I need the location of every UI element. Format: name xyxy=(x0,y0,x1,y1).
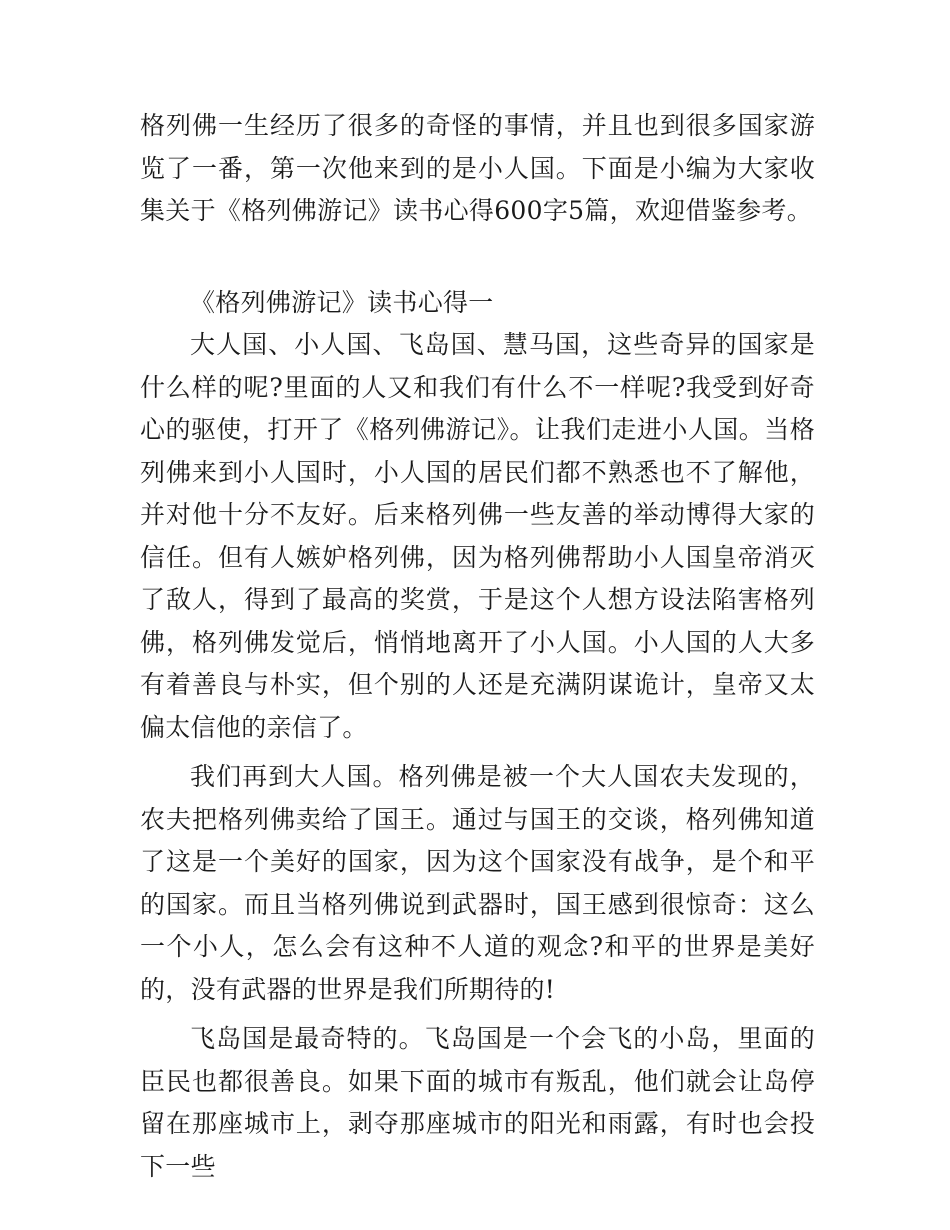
body-paragraph-3: 飞岛国是最奇特的。飞岛国是一个会飞的小岛，里面的臣民也都很善良。如果下面的城市有叛乱，他们就会让岛停留在那座城市上，剥夺那座城市的阳光和雨露，有时也会投下一些 xyxy=(140,1024,815,1181)
body-paragraph-1: 大人国、小人国、飞岛国、慧马国，这些奇异的国家是什么样的呢?里面的人又和我们有什么不一样呢?我受到好奇心的驱使，打开了《格列佛游记》。让我们走进小人国。当格列佛来到小人国时，小人国的居民们都不熟悉也不了解他，并对他十分不友好。后来格列佛一些友善的举动博得大家的信任。但有人嫉妒格列佛，因为格列佛帮助小人国皇帝消灭了敌人，得到了最高的奖赏，于是这个人想方设法陷害格列佛，格列佛发觉后，悄悄地离开了小人国。小人国的人大多有着善良与朴实，但个别的人还是充满阴谋诡计，皇帝又太偏太信他的亲信了。 xyxy=(140,330,815,742)
document-page xyxy=(140,105,815,1188)
section-title: 《格列佛游记》读书心得一 xyxy=(190,287,494,317)
intro-paragraph: 格列佛一生经历了很多的奇怪的事情，并且也到很多国家游览了一番，第一次他来到的是小人国。下面是小编为大家收集关于《格列佛游记》读书心得600字5篇，欢迎借鉴参考。 xyxy=(140,111,815,225)
body-paragraph-2: 我们再到大人国。格列佛是被一个大人国农夫发现的，农夫把格列佛卖给了国王。通过与国王的交谈，格列佛知道了这是一个美好的国家，因为这个国家没有战争，是个和平的国家。而且当格列佛说到武器时，国王感到很惊奇：这么一个小人，怎么会有这种不人道的观念?和平的世界是美好的，没有武器的世界是我们所期待的! xyxy=(140,762,815,1004)
